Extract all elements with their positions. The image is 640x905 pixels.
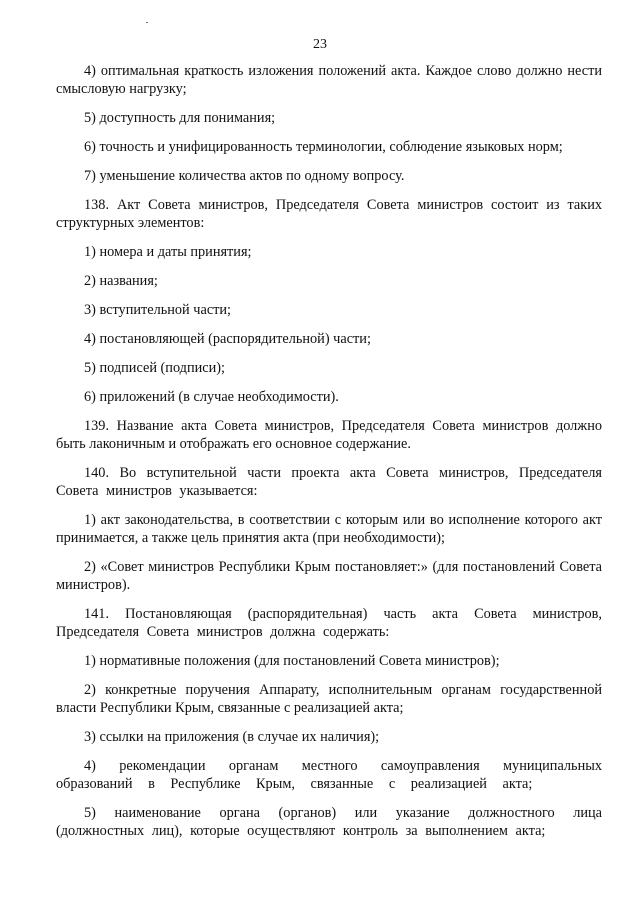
page-number: 23 [313,37,327,52]
paragraph-138-item-1: 1) номера и даты принятия; [84,244,252,260]
paragraph-141: 141. Постановляющая (распорядительная) часть акта Совета министров, Председателя Совета министров должна содержать: [56,606,602,640]
paragraph-138-item-2: 2) названия; [84,273,158,289]
paragraph-140: 140. Во вступительной части проекта акта Совета министров, Председателя Совета министров указывается: [56,465,602,499]
paragraph-141-item-3: 3) ссылки на приложения (в случае их наличия); [84,729,380,745]
paragraph-item-4-brevity: 4) оптимальная краткость изложения положений акта. Каждое слово должно нести смысловую нагрузку; [56,63,602,97]
paragraph-138-item-6: 6) приложений (в случае необходимости). [84,389,339,405]
scan-speck [146,22,148,23]
paragraph-141-item-1: 1) нормативные положения (для постановлений Совета министров); [84,653,500,669]
paragraph-138-item-4: 4) постановляющей (распорядительной) части; [84,331,371,347]
paragraph-141-item-5: 5) наименование органа (органов) или указание должностного лица (должностных лиц), которые осуществляют контроль за выполнением акта; [56,805,602,839]
document-body [56,62,602,851]
paragraph-140-item-2: 2) «Совет министров Республики Крым постановляет:» (для постановлений Совета министров). [56,559,602,593]
paragraph-141-item-2: 2) конкретные поручения Аппарату, исполнительным органам государственной власти Республики Крым, связанные с реализацией акта; [56,682,602,716]
paragraph-139: 139. Название акта Совета министров, Председателя Совета министров должно быть лаконичным и отображать его основное содержание. [56,418,602,452]
paragraph-item-7-reduction: 7) уменьшение количества актов по одному вопросу. [84,168,405,184]
paragraph-138: 138. Акт Совета министров, Председателя Совета министров состоит из таких структурных элементов: [56,197,602,231]
paragraph-141-item-4: 4) рекомендации органам местного самоуправления муниципальных образований в Республике Крым, связанные с реализацией акта; [56,758,602,792]
paragraph-138-item-3: 3) вступительной части; [84,302,232,318]
paragraph-item-5-accessibility: 5) доступность для понимания; [84,110,276,126]
paragraph-item-6-terminology: 6) точность и унифицированность терминологии, соблюдение языковых норм; [84,139,563,155]
paragraph-140-item-1: 1) акт законодательства, в соответствии с которым или во исполнение которого акт принимается, а также цель принятия акта (при необходимости); [56,512,602,546]
paragraph-138-item-5: 5) подписей (подписи); [84,360,225,376]
